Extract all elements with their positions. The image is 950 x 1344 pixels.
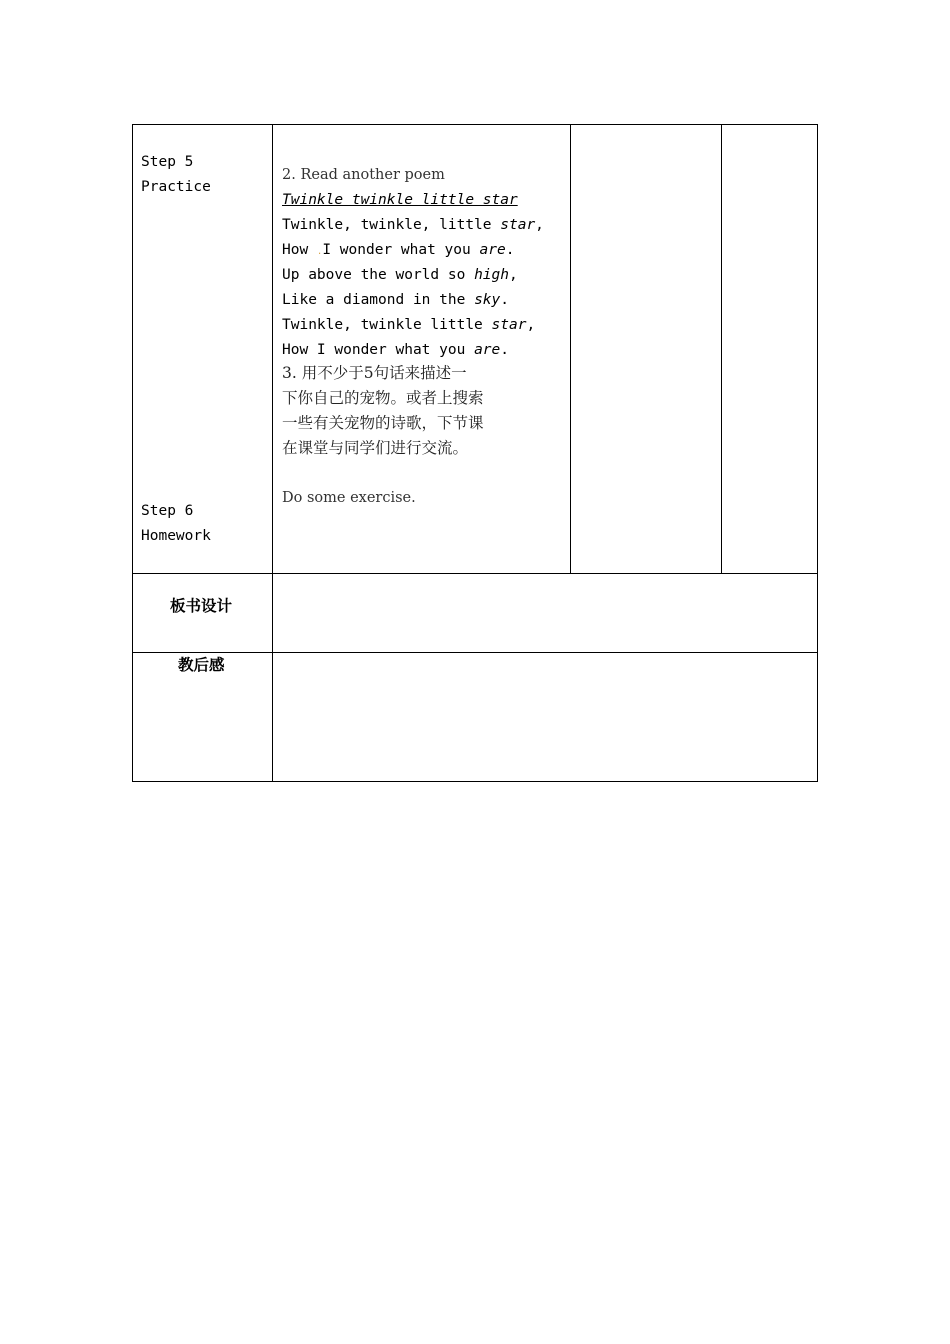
step6-label: Step 6: [141, 503, 194, 519]
reflection-cell: [273, 653, 817, 781]
reflection-label: 教后感: [178, 656, 225, 674]
poem-line: How .I wonder what you are.: [282, 242, 515, 258]
poem-line: How I wonder what you are.: [282, 342, 509, 358]
poem-line: Twinkle, twinkle, little star,: [282, 217, 544, 233]
table-border-right: [817, 124, 818, 782]
board-design-cell: [273, 574, 817, 652]
homework-text: Do some exercise.: [282, 490, 416, 506]
column-divider-2: [570, 124, 571, 574]
step5-name: Practice: [141, 179, 211, 195]
step5-label: Step 5: [141, 154, 194, 170]
practice-item-3-line-3: 一些有关宠物的诗歌，下节课: [282, 414, 484, 432]
poem-line: Like a diamond in the sky.: [282, 292, 509, 308]
practice-item-3-line-1: 3. 用不少于5句话来描述一: [282, 364, 467, 382]
poem-title: Twinkle twinkle little star: [282, 192, 518, 208]
table-border-top: [132, 124, 818, 125]
poem-line: Twinkle, twinkle little star,: [282, 317, 536, 333]
table-border-bottom: [132, 781, 818, 782]
practice-item-3-line-2: 下你自己的宠物。或者上搜索: [282, 389, 484, 407]
step6-name: Homework: [141, 528, 211, 544]
column-divider-3: [721, 124, 722, 574]
table-border-left: [132, 124, 133, 782]
board-design-label: 板书设计: [170, 597, 233, 615]
practice-item-2: 2. Read another poem: [282, 167, 445, 183]
lesson-plan-table: [132, 124, 818, 782]
poem-line: Up above the world so high,: [282, 267, 518, 283]
practice-item-3-line-4: 在课堂与同学们进行交流。: [282, 439, 469, 457]
